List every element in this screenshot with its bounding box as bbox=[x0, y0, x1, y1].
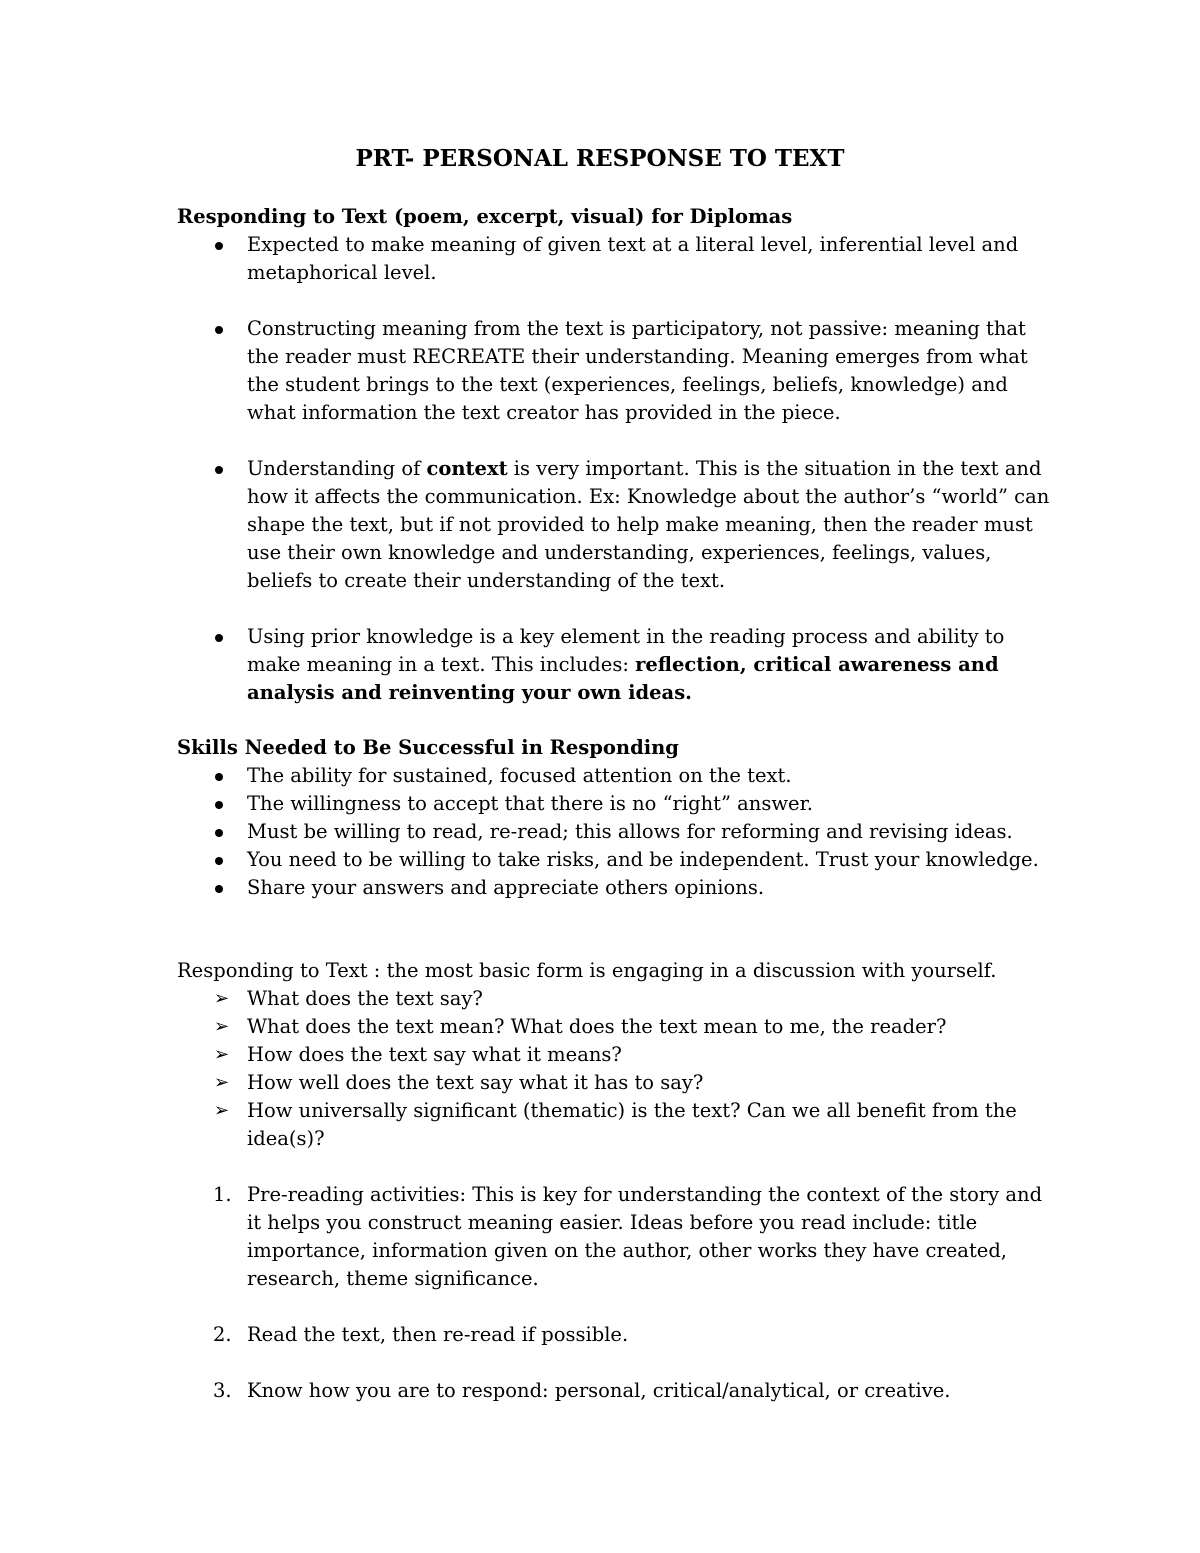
list-item bbox=[0, 1181, 1057, 1293]
section-heading-discussion: Responding to Text : the most basic form is engaging in a discussion with yourself. bbox=[177, 959, 997, 982]
step-number: 2. bbox=[213, 1323, 232, 1346]
list-item-text: What does the text mean? What does the text mean to me, the reader? bbox=[247, 1015, 947, 1038]
list-item-text-start: Understanding of bbox=[247, 457, 427, 480]
list-item bbox=[0, 623, 1057, 707]
list-item-text: Expected to make meaning of given text at a literal level, inferential level and metaphorical level. bbox=[247, 233, 1019, 284]
step-number: 1. bbox=[213, 1183, 232, 1206]
list-item bbox=[0, 985, 1057, 1013]
list-item-text: Share your answers and appreciate others opinions. bbox=[247, 876, 765, 899]
arrow-bullet-icon: ➢ bbox=[214, 988, 230, 1009]
list-item-text: The ability for sustained, focused attention on the text. bbox=[247, 764, 792, 787]
arrow-bullet-icon: ➢ bbox=[214, 1100, 230, 1121]
list-item-text: Constructing meaning from the text is participatory, not passive: meaning that the reader must RECREATE their understanding. Meaning emerges from what the student brings to the text (experiences, feelings, beliefs, knowledge) and what information the text creator has provided in the piece. bbox=[247, 317, 1028, 424]
self-questions-list bbox=[0, 985, 1057, 1153]
step-number: 3. bbox=[213, 1379, 232, 1402]
emphasis-key-skills: reflection, critical awareness and analysis and reinventing your own ideas. bbox=[247, 653, 999, 704]
list-item bbox=[0, 1041, 1057, 1069]
list-item bbox=[0, 874, 1057, 902]
list-item-text-end: is very important. This is the situation in the text and how it affects the communication. Ex: Knowledge about the author’s “world” can shape the text, but if not provided to help make meaning, then the reader must use their own knowledge and understanding, experiences, feelings, values, beliefs to create their understanding of the text. bbox=[247, 457, 1050, 592]
list-item bbox=[0, 790, 1057, 818]
list-item-text: You need to be willing to take risks, and be independent. Trust your knowledge. bbox=[247, 848, 1039, 871]
skills-list bbox=[0, 762, 1057, 902]
list-item bbox=[0, 1377, 1057, 1405]
list-item bbox=[0, 762, 1057, 790]
list-item-text-start: Using prior knowledge is a key element in the reading process and ability to make meaning in a text. This includes: bbox=[247, 625, 1005, 676]
section-heading-responding-diplomas: Responding to Text (poem, excerpt, visual) for Diplomas bbox=[177, 205, 793, 228]
list-item-text: How does the text say what it means? bbox=[247, 1043, 622, 1066]
arrow-bullet-icon: ➢ bbox=[214, 1072, 230, 1093]
arrow-bullet-icon: ➢ bbox=[214, 1016, 230, 1037]
list-item bbox=[0, 846, 1057, 874]
list-item bbox=[0, 1321, 1057, 1349]
list-item bbox=[0, 1013, 1057, 1041]
list-item-text: The willingness to accept that there is no “right” answer. bbox=[247, 792, 813, 815]
list-item-text: Must be willing to read, re-read; this allows for reforming and revising ideas. bbox=[247, 820, 1013, 843]
list-item bbox=[0, 455, 1057, 595]
list-item bbox=[0, 231, 1057, 287]
list-item bbox=[0, 1069, 1057, 1097]
list-item-text: Read the text, then re-read if possible. bbox=[247, 1323, 629, 1346]
emphasis-context: context bbox=[426, 457, 508, 480]
response-steps-list bbox=[0, 1181, 1057, 1405]
list-item-text: Pre-reading activities: This is key for understanding the context of the story and it helps you construct meaning easier. Ideas before you read include: title importance, information given on the author, other works they have created, research, theme significance. bbox=[247, 1183, 1043, 1290]
diploma-expectations-list bbox=[0, 231, 1057, 707]
list-item-text: Know how you are to respond: personal, critical/analytical, or creative. bbox=[247, 1379, 951, 1402]
section-heading-skills: Skills Needed to Be Successful in Responding bbox=[177, 736, 679, 759]
list-item-text: How universally significant (thematic) is the text? Can we all benefit from the idea(s)? bbox=[247, 1099, 1017, 1150]
arrow-bullet-icon: ➢ bbox=[214, 1044, 230, 1065]
list-item-text: What does the text say? bbox=[247, 987, 483, 1010]
list-item bbox=[0, 315, 1057, 427]
list-item bbox=[0, 1097, 1057, 1153]
list-item bbox=[0, 818, 1057, 846]
list-item-text: How well does the text say what it has to say? bbox=[247, 1071, 704, 1094]
page-title: PRT- PERSONAL RESPONSE TO TEXT bbox=[355, 145, 845, 172]
